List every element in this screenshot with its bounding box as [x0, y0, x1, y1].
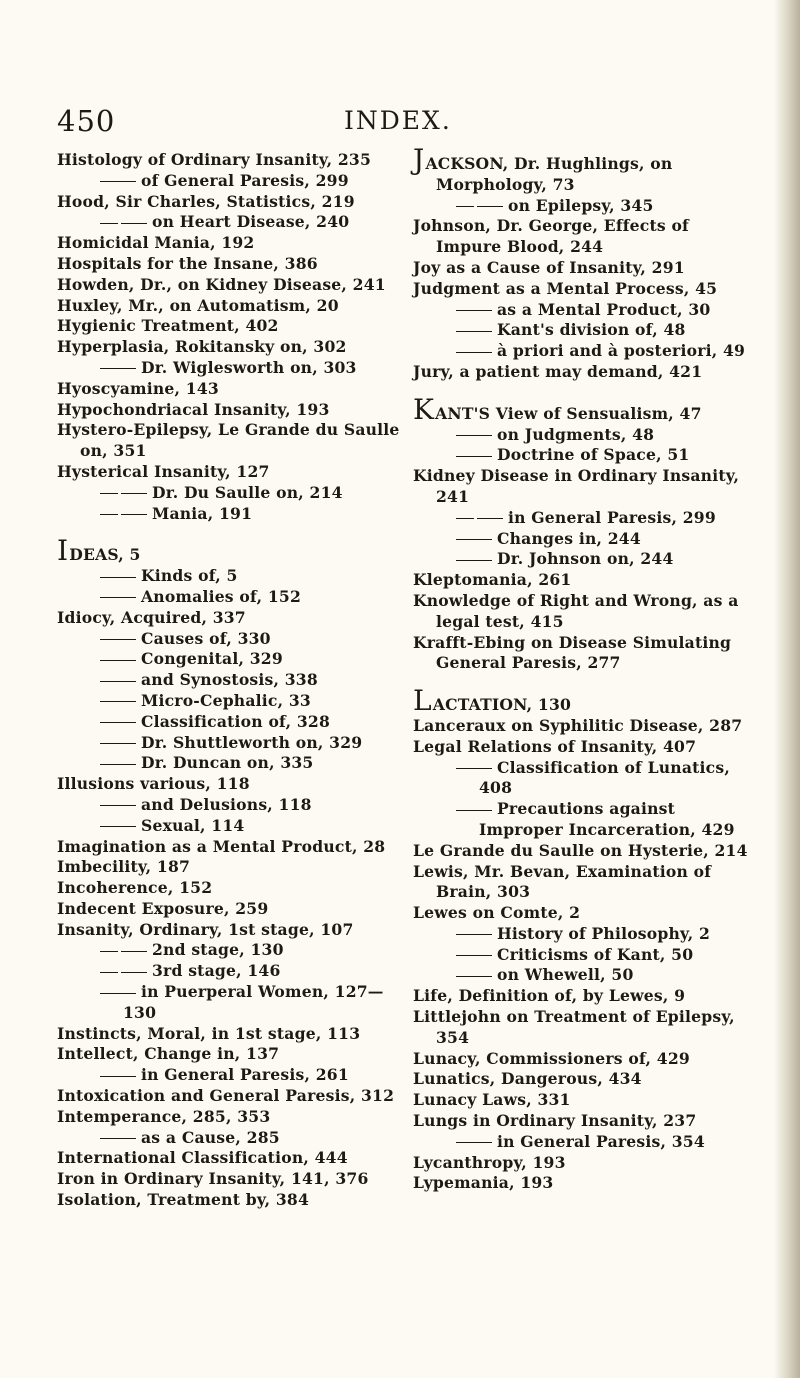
ditto-dash [456, 560, 492, 561]
index-entry-text: Hyoscyamine, 143 [57, 378, 219, 398]
index-entry [413, 196, 758, 217]
ditto-dash [100, 514, 118, 515]
index-entry [57, 691, 402, 712]
ditto-dash [456, 810, 492, 811]
index-entry-text: Jury, a patient may demand, 421 [413, 361, 703, 381]
index-entry-text: Doctrine of Space, 51 [497, 445, 690, 465]
ditto-dash [456, 331, 492, 332]
index-entry [57, 1148, 402, 1169]
index-entry [57, 1065, 402, 1086]
index-entry-text: Indecent Exposure, 259 [57, 898, 269, 918]
ditto-dash [100, 639, 136, 640]
index-entry [413, 392, 758, 426]
index-entry [57, 566, 402, 587]
ditto-dash [456, 206, 474, 207]
index-entry [57, 899, 402, 920]
index-entry [413, 986, 758, 1007]
index-entry-text: Incoherence, 152 [57, 878, 213, 898]
index-entry [413, 1111, 758, 1132]
index-entry-text: Lewis, Mr. Bevan, Examination of Brain, 303 [413, 861, 712, 902]
index-entry [413, 279, 758, 300]
ditto-dash [100, 577, 136, 578]
index-entry-text: Lewes on Comte, 2 [413, 903, 581, 923]
ditto-dash [100, 826, 136, 827]
index-entry [413, 841, 758, 862]
index-entry-text: 2nd stage, 130 [152, 940, 284, 960]
index-entry [57, 400, 402, 421]
index-entry [57, 1169, 402, 1190]
ditto-dash [456, 1142, 492, 1143]
index-entry-text: Johnson, Dr. George, Effects of Impure Blood, 244 [413, 216, 689, 257]
index-entry [57, 504, 402, 525]
index-entry [57, 233, 402, 254]
index-entry [413, 258, 758, 279]
index-entry-text: Hospitals for the Insane, 386 [57, 253, 318, 273]
index-entry [413, 945, 758, 966]
index-entry [413, 445, 758, 466]
ditto-dash [456, 435, 492, 436]
ditto-dash [100, 1138, 136, 1139]
index-entry [57, 379, 402, 400]
ditto-dash [100, 764, 136, 765]
index-entry [413, 1132, 758, 1153]
index-entry-text: Intoxication and General Paresis, 312 [57, 1086, 395, 1106]
ditto-dash [456, 518, 474, 519]
index-entry [57, 587, 402, 608]
ditto-dash [121, 223, 147, 224]
ditto-dash [100, 805, 136, 806]
index-entry-text: Dr. Du Saulle on, 214 [152, 482, 343, 502]
index-entry [413, 903, 758, 924]
index-entry-text: in General Paresis, 261 [141, 1065, 349, 1085]
index-entry-text: ANT'S View of Sensualism, 47 [435, 403, 702, 423]
index-entry-text: on Judgments, 48 [497, 424, 655, 444]
index-entry [413, 508, 758, 529]
index-entry [413, 466, 758, 508]
ditto-dash [100, 368, 136, 369]
ditto-dash [456, 539, 492, 540]
index-entry-text: Dr. Shuttleworth on, 329 [141, 732, 363, 752]
index-entry [57, 192, 402, 213]
index-entry [57, 753, 402, 774]
index-entry [413, 758, 758, 800]
index-entry [413, 684, 758, 718]
index-entry [413, 549, 758, 570]
index-entry-text: Histology of Ordinary Insanity, 235 [57, 150, 372, 169]
index-entry [57, 483, 402, 504]
index-entry [413, 570, 758, 591]
index-entry-text: Joy as a Cause of Insanity, 291 [413, 257, 685, 277]
index-entry-text: of General Paresis, 299 [141, 170, 349, 190]
index-entry [413, 362, 758, 383]
ditto-dash [121, 493, 147, 494]
index-entry [413, 320, 758, 341]
index-entry [57, 358, 402, 379]
index-entry-text: Krafft-Ebing on Disease Simulating General Paresis, 277 [413, 632, 732, 673]
ditto-dash [456, 976, 492, 977]
index-entry-text: 3rd stage, 146 [152, 961, 281, 981]
index-entry-text: Le Grande du Saulle on Hysterie, 214 [413, 840, 748, 860]
index-entry-text: Kinds of, 5 [141, 566, 238, 586]
index-entry [57, 1024, 402, 1045]
index-entry [57, 534, 402, 568]
index-entry [57, 733, 402, 754]
index-entry-text: Intemperance, 285, 353 [57, 1106, 271, 1126]
index-entry-text: DEAS, 5 [69, 545, 141, 565]
index-entry-text: Precautions against Improper Incarceration, 429 [479, 799, 735, 839]
ditto-dash [456, 456, 492, 457]
index-entry-text: Hysterical Insanity, 127 [57, 461, 270, 481]
index-entry [57, 940, 402, 961]
ditto-dash [456, 934, 492, 935]
index-entry-text: Micro-Cephalic, 33 [141, 690, 311, 710]
index-entry-text: Life, Definition of, by Lewes, 9 [413, 986, 686, 1006]
index-entry-text: à priori and à posteriori, 49 [497, 341, 746, 361]
index-entry [413, 1007, 758, 1049]
index-entry-text: Hypochondriacal Insanity, 193 [57, 399, 330, 419]
index-entry [57, 629, 402, 650]
index-entry-text: History of Philosophy, 2 [497, 923, 711, 943]
index-entry-text: Criticisms of Kant, 50 [497, 944, 694, 964]
ditto-dash [121, 514, 147, 515]
index-entry-text: and Synostosis, 338 [141, 670, 318, 690]
index-entry-text: ACKSON, Dr. Hughlings, on Morphology, 73 [425, 154, 673, 194]
ditto-dash [100, 951, 118, 952]
index-entry [413, 216, 758, 258]
index-entry-text: Intellect, Change in, 137 [57, 1044, 280, 1064]
index-entry [413, 341, 758, 362]
index-entry [413, 1153, 758, 1174]
index-entry [57, 462, 402, 483]
index-entry [57, 296, 402, 317]
index-entry [413, 862, 758, 904]
ditto-dash [100, 701, 136, 702]
index-entry-text: Classification of, 328 [141, 711, 331, 731]
index-entry [57, 171, 402, 192]
index-entry-text: Congenital, 329 [141, 649, 283, 669]
index-entry [57, 212, 402, 233]
index-entry-text: Knowledge of Right and Wrong, as a legal test, 415 [413, 590, 739, 631]
index-entry-text: Littlejohn on Treatment of Epilepsy, 354 [413, 1007, 735, 1047]
section-initial-letter: I [57, 534, 69, 568]
ditto-dash [100, 223, 118, 224]
index-entry-text: Idiocy, Acquired, 337 [57, 607, 246, 627]
index-entry-text: International Classification, 444 [57, 1148, 348, 1168]
index-entry-text: Sexual, 114 [141, 815, 245, 835]
page-title: INDEX. [344, 106, 452, 135]
index-entry-text: Imbecility, 187 [57, 857, 191, 877]
index-entry [57, 337, 402, 358]
index-entry-text: Lanceraux on Syphilitic Disease, 287 [413, 715, 743, 735]
index-column-right [413, 143, 758, 1194]
index-entry [57, 1190, 402, 1211]
index-entry [413, 529, 758, 550]
ditto-dash [477, 206, 503, 207]
index-entry [57, 1128, 402, 1149]
index-entry-text: Huxley, Mr., on Automatism, 20 [57, 295, 339, 315]
index-entry [413, 633, 758, 675]
index-entry [413, 1090, 758, 1111]
ditto-dash [100, 1076, 136, 1077]
index-entry [57, 420, 402, 462]
index-entry-text: Kleptomania, 261 [413, 570, 572, 590]
index-entry-text: Causes of, 330 [141, 628, 271, 648]
index-entry [413, 425, 758, 446]
index-entry [57, 774, 402, 795]
index-entry-text: Hood, Sir Charles, Statistics, 219 [57, 191, 355, 211]
index-entry [57, 1044, 402, 1065]
index-entry [57, 275, 402, 296]
index-entry [413, 737, 758, 758]
index-entry [57, 961, 402, 982]
index-entry-text: Imagination as a Mental Product, 28 [57, 836, 386, 856]
index-column-left [57, 150, 402, 1211]
ditto-dash [100, 660, 136, 661]
index-entry-text: Kidney Disease in Ordinary Insanity, 241 [413, 466, 740, 506]
index-entry-text: Lycanthropy, 193 [413, 1152, 566, 1172]
index-entry [413, 716, 758, 737]
index-entry-text: in General Paresis, 354 [497, 1131, 705, 1151]
index-entry [413, 924, 758, 945]
index-entry-text: Kant's division of, 48 [497, 320, 686, 340]
index-entry-text: in General Paresis, 299 [508, 507, 716, 527]
ditto-dash [121, 972, 147, 973]
index-entry [57, 816, 402, 837]
section-initial-letter: J [413, 143, 425, 176]
index-entry-text: on Heart Disease, 240 [152, 212, 350, 232]
index-entry-text: and Delusions, 118 [141, 794, 312, 814]
index-entry-text: Instincts, Moral, in 1st stage, 113 [57, 1023, 361, 1043]
index-entry-text: in Puerperal Women, 127—130 [123, 982, 384, 1022]
index-entry [57, 878, 402, 899]
index-entry [57, 857, 402, 878]
index-entry [413, 1049, 758, 1070]
index-entry [413, 965, 758, 986]
index-entry-text: Changes in, 244 [497, 528, 641, 548]
index-entry [413, 1069, 758, 1090]
ditto-dash [456, 310, 492, 311]
index-entry-text: Hystero-Epilepsy, Le Grande du Saulle on, 351 [57, 420, 400, 461]
index-entry-text: Dr. Duncan on, 335 [141, 753, 314, 773]
ditto-dash [100, 181, 136, 182]
index-entry [413, 143, 758, 196]
ditto-dash [100, 993, 136, 994]
index-entry-text: Lungs in Ordinary Insanity, 237 [413, 1111, 697, 1131]
ditto-dash [456, 768, 492, 769]
index-entry-text: Anomalies of, 152 [141, 586, 301, 606]
index-entry [57, 1086, 402, 1107]
section-initial-letter: K [413, 392, 435, 426]
page-number: 450 [57, 104, 116, 138]
index-entry [57, 920, 402, 941]
ditto-dash [100, 493, 118, 494]
index-entry [57, 982, 402, 1024]
index-entry-text: Lunacy, Commissioners of, 429 [413, 1048, 690, 1068]
index-entry-text: on Epilepsy, 345 [508, 195, 654, 215]
index-entry [413, 591, 758, 633]
index-entry [57, 670, 402, 691]
index-entry-text: Insanity, Ordinary, 1st stage, 107 [57, 919, 354, 939]
index-entry-text: ACTATION, 130 [432, 695, 572, 715]
index-entry-text: Legal Relations of Insanity, 407 [413, 736, 697, 756]
index-entry-text: Lunatics, Dangerous, 434 [413, 1069, 642, 1089]
section-initial-letter: L [413, 684, 432, 718]
ditto-dash [100, 597, 136, 598]
index-entry-text: Lypemania, 193 [413, 1173, 554, 1193]
index-entry [57, 316, 402, 337]
ditto-dash [100, 743, 136, 744]
index-entry-text: Mania, 191 [152, 503, 253, 523]
ditto-dash [456, 955, 492, 956]
ditto-dash [100, 681, 136, 682]
index-entry [57, 1107, 402, 1128]
index-entry-text: on Whewell, 50 [497, 965, 634, 985]
index-entry-text: Hygienic Treatment, 402 [57, 316, 279, 336]
index-entry-text: Howden, Dr., on Kidney Disease, 241 [57, 274, 386, 294]
index-entry [57, 254, 402, 275]
index-entry-text: as a Cause, 285 [141, 1127, 280, 1147]
index-entry-text: Hyperplasia, Rokitansky on, 302 [57, 337, 347, 357]
index-entry-text: Illusions various, 118 [57, 774, 250, 794]
ditto-dash [121, 951, 147, 952]
index-entry-text: Dr. Johnson on, 244 [497, 549, 674, 569]
ditto-dash [456, 352, 492, 353]
index-entry-text: Lunacy Laws, 331 [413, 1090, 571, 1110]
index-entry [57, 712, 402, 733]
ditto-dash [100, 972, 118, 973]
index-entry [57, 649, 402, 670]
index-entry-text: as a Mental Product, 30 [497, 299, 711, 319]
index-entry-text: Judgment as a Mental Process, 45 [413, 278, 718, 298]
ditto-dash [100, 722, 136, 723]
index-entry-text: Dr. Wiglesworth on, 303 [141, 357, 357, 377]
index-entry [413, 799, 758, 841]
index-entry [57, 795, 402, 816]
index-entry [413, 300, 758, 321]
index-entry-text: Homicidal Mania, 192 [57, 233, 255, 253]
index-entry [413, 1173, 758, 1194]
page-edge-shadow [774, 0, 800, 1378]
index-entry [57, 608, 402, 629]
index-entry-text: Classification of Lunatics, 408 [479, 757, 730, 798]
ditto-dash [477, 518, 503, 519]
index-entry [57, 150, 402, 171]
index-entry [57, 837, 402, 858]
index-entry-text: Iron in Ordinary Insanity, 141, 376 [57, 1169, 369, 1189]
index-entry-text: Isolation, Treatment by, 384 [57, 1190, 310, 1210]
